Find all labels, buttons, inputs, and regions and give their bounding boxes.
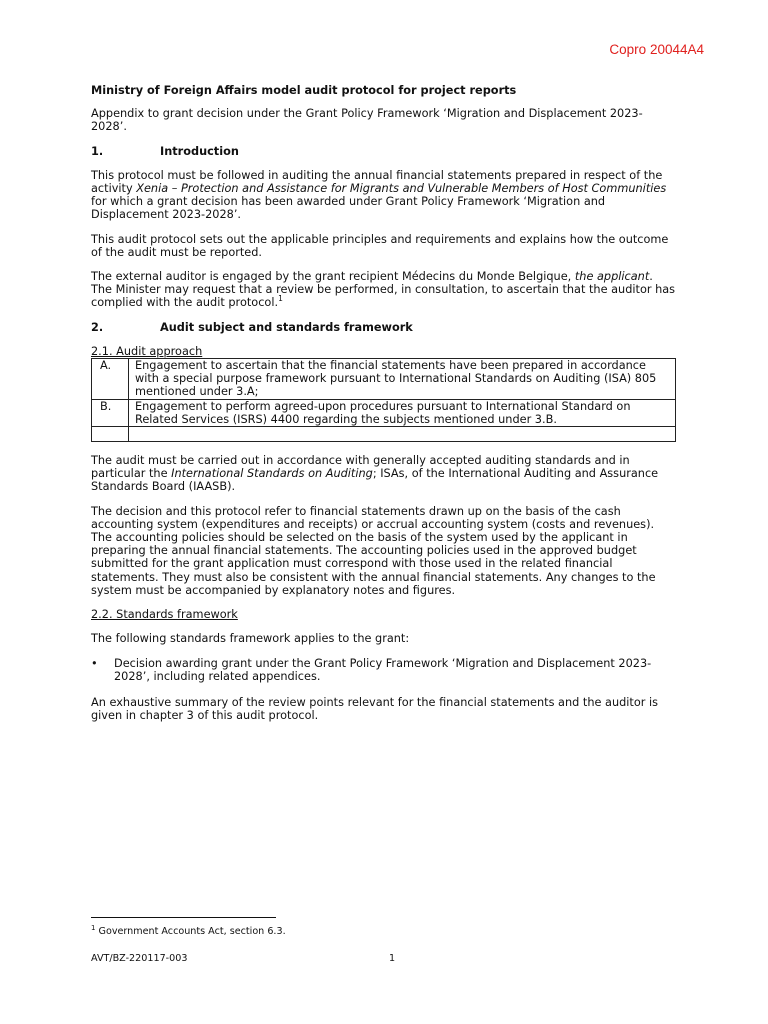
empty-cell [129,427,676,442]
row-letter: A. [92,359,129,400]
standards-paragraph [91,454,676,494]
intro-paragraph-3 [91,270,676,310]
page-number: 1 [389,953,396,964]
accounting-paragraph: The decision and this protocol refer to financial statements drawn up on the basis of the cash accounting system (expenditures and receipts) or accrual accounting system (costs and revenues). The accounting policies should be selected on the basis of the system used by the applicant in preparing the annual financial statements. The accounting policies used in the approved budget submitted for the grant application must correspond with those used in the related financial statements. They must also be consistent with the annual financial statements. Any changes to the system must be accompanied by explanatory notes and figures. [91,504,656,597]
text-run: for which a grant decision has been awarded under Grant Policy Framework ‘Migration and Displacement 2023-2028’. [91,195,606,222]
section-number: 1. [91,144,104,158]
applicant-term: the applicant [574,270,650,284]
subsection-audit-approach: 2.1. Audit approach [91,344,203,358]
table-row [92,399,676,426]
table-row [92,359,676,400]
text-run: The audit must be carried out in accordance with generally accepted auditing standards and in particular the [91,454,630,481]
row-text: Engagement to perform agreed-upon procedures pursuant to International Standard on Related Services (ISRS) 4400 regarding the subjects mentioned under 3.B. [129,399,676,426]
text-run: ; ISAs, of the International Auditing and Assurance Standards Board (IAASB). [91,467,659,494]
document-body [91,84,676,722]
list-item-text: Decision awarding grant under the Grant Policy Framework ‘Migration and Displacement 2023-2028’, including related appendices. [114,656,652,683]
bullet-icon: • [91,656,98,670]
table-row-empty [92,427,676,442]
row-text: Engagement to ascertain that the financial statements have been prepared in accordance with a special purpose framework pursuant to International Standards on Auditing (ISA) 805 mentioned under 3.A; [129,359,676,400]
isa-term: International Standards on Auditing [171,467,373,481]
footnote-mark: 1 [91,923,96,932]
footnote-separator [91,917,276,918]
section-1-heading [91,145,676,158]
footnote-reference[interactable]: 1 [278,294,283,304]
section-number: 2. [91,320,104,334]
section-title: Introduction [160,144,239,158]
audit-approach-table [91,358,676,442]
appendix-note: Appendix to grant decision under the Grant Policy Framework ‘Migration and Displacement 2023-2028’. [91,107,643,134]
text-run: This protocol must be followed in auditing the annual financial statements prepared in respect of the activity [91,168,663,196]
subsection-standards-framework: 2.2. Standards framework [91,608,238,622]
intro-paragraph-2: This audit protocol sets out the applicable principles and requirements and explains how the outcome of the audit must be reported. [91,232,669,259]
section-title: Audit subject and standards framework [160,320,413,334]
text-run: The external auditor is engaged by the grant recipient Médecins du Monde Belgique, [91,270,575,284]
copro-stamp: Copro 20044A4 [609,42,704,57]
row-letter: B. [92,399,129,426]
empty-cell [92,427,129,442]
section-2-heading [91,321,676,334]
footnote-text: Government Accounts Act, section 6.3. [95,926,286,937]
intro-paragraph-1 [91,169,676,222]
footnote [91,923,286,937]
document-title: Ministry of Foreign Affairs model audit protocol for project reports [91,84,517,97]
framework-intro: The following standards framework applies to the grant: [91,632,410,646]
activity-name: Xenia – Protection and Assistance for Migrants and Vulnerable Members of Host Communities [136,182,667,196]
document-code: AVT/BZ-220117-003 [91,953,188,964]
summary-paragraph: An exhaustive summary of the review points relevant for the financial statements and the auditor is given in chapter 3 of this audit protocol. [91,695,659,723]
list-item [91,657,676,683]
text-run: . The Minister may request that a review be performed, in consultation, to ascertain that the auditor has complied with the audit protocol. [91,270,676,310]
